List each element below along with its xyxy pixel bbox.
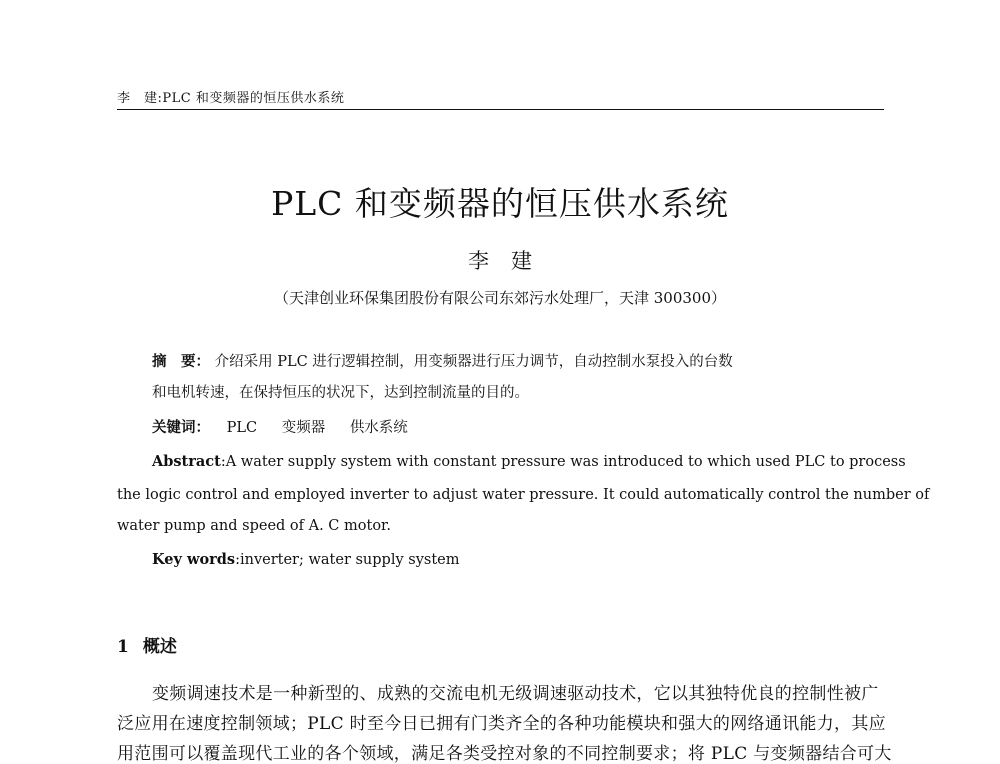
abstract-en-line-3: water pump and speed of A. C motor. (117, 518, 391, 534)
keywords-en-label: Key words (152, 551, 236, 568)
section-number: 1 (117, 637, 129, 657)
paper-title: PLC 和变频器的恒压供水系统 (271, 184, 729, 223)
author-affiliation: （天津创业环保集团股份有限公司东郊污水处理厂，天津 300300） (273, 289, 727, 307)
keyword-item: PLC (226, 420, 258, 436)
author-name: 李建 (468, 249, 554, 273)
body-line-1: 变频调速技术是一种新型的、成熟的交流电机无级调速驱动技术，它以其独特优良的控制性被广 (152, 684, 879, 704)
body-line-3: 用范围可以覆盖现代工业的各个领域，满足各类受控对象的不同控制要求；将 PLC 与变频器结合可大 (117, 744, 892, 764)
abstract-cn (152, 355, 733, 370)
keywords-en-text: :inverter; water supply system (235, 552, 460, 568)
running-head: 李 建:PLC 和变频器的恒压供水系统 (117, 91, 345, 106)
keywords-cn (152, 421, 428, 436)
abstract-en-label: Abstract (152, 453, 221, 470)
keywords-cn-label: 关键词： (152, 419, 210, 436)
body-line-2: 泛应用在速度控制领域；PLC 时至今日已拥有门类齐全的各种功能模块和强大的网络通讯能力，其应 (117, 714, 886, 734)
abstract-en-line-2: the logic control and employed inverter to adjust water pressure. It could automatically control the number of (117, 487, 930, 503)
keywords-en (152, 553, 460, 568)
keyword-item: 供水系统 (349, 420, 408, 436)
abstract-en-text-1: :A water supply system with constant pressure was introduced to which used PLC to process (220, 454, 906, 470)
keyword-item: 变频器 (281, 420, 326, 436)
abstract-cn-label: 摘 要： (152, 353, 210, 370)
abstract-en-line-1 (152, 453, 906, 470)
header-rule (117, 109, 884, 110)
section-heading (117, 632, 177, 657)
section-title: 概述 (142, 637, 177, 657)
abstract-cn-line-2: 和电机转速，在保持恒压的状况下，达到控制流量的目的。 (152, 385, 529, 401)
abstract-cn-line-1: 介绍采用 PLC 进行逻辑控制，用变频器进行压力调节，自动控制水泵投入的台数 (214, 354, 733, 370)
